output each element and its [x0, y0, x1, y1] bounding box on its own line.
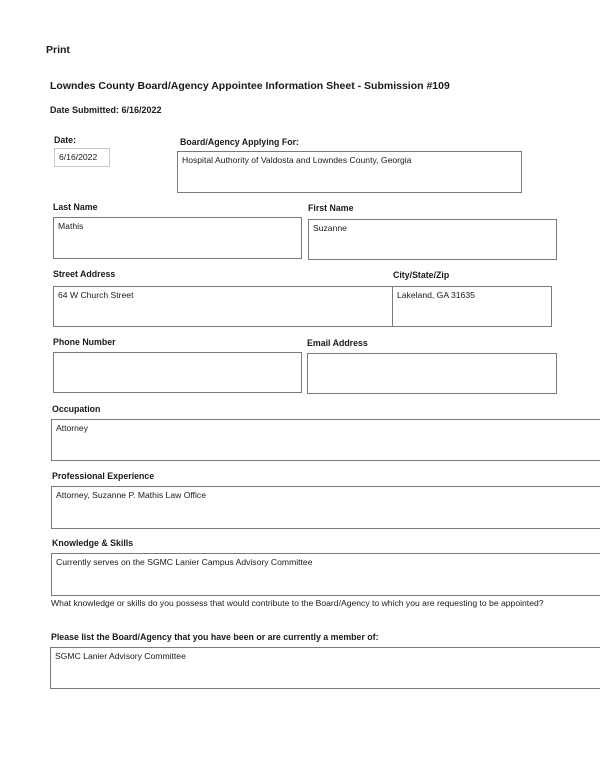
email-address-field[interactable] [307, 353, 557, 394]
date-field[interactable]: 6/16/2022 [54, 148, 110, 167]
memberships-label: Please list the Board/Agency that you have been or are currently a member of: [51, 632, 379, 642]
memberships-field[interactable]: SGMC Lanier Advisory Committee [50, 647, 600, 689]
phone-number-field[interactable] [53, 352, 302, 393]
knowledge-skills-field[interactable]: Currently serves on the SGMC Lanier Campus Advisory Committee [51, 553, 600, 596]
board-agency-field[interactable]: Hospital Authority of Valdosta and Lowndes County, Georgia [177, 151, 522, 193]
first-name-label: First Name [308, 203, 354, 213]
city-state-zip-label: City/State/Zip [393, 270, 450, 280]
street-address-field[interactable]: 64 W Church Street [53, 286, 393, 327]
print-link[interactable]: Print [46, 44, 70, 56]
knowledge-skills-label: Knowledge & Skills [52, 538, 134, 548]
phone-number-label: Phone Number [53, 337, 116, 347]
first-name-field[interactable]: Suzanne [308, 219, 557, 260]
city-state-zip-field[interactable]: Lakeland, GA 31635 [392, 286, 552, 327]
email-address-label: Email Address [307, 338, 368, 348]
occupation-field[interactable]: Attorney [51, 419, 600, 461]
last-name-label: Last Name [53, 202, 98, 212]
date-submitted: Date Submitted: 6/16/2022 [50, 105, 162, 115]
last-name-field[interactable]: Mathis [53, 217, 302, 259]
board-agency-label: Board/Agency Applying For: [180, 137, 299, 147]
street-address-label: Street Address [53, 269, 116, 279]
page-title: Lowndes County Board/Agency Appointee Information Sheet - Submission #109 [50, 80, 450, 92]
knowledge-skills-help: What knowledge or skills do you possess that would contribute to the Board/Agency to which you are requesting to be appointed? [51, 598, 544, 608]
occupation-label: Occupation [52, 404, 101, 414]
date-label: Date: [54, 135, 76, 145]
professional-experience-field[interactable]: Attorney, Suzanne P. Mathis Law Office [51, 486, 600, 529]
professional-experience-label: Professional Experience [52, 471, 155, 481]
